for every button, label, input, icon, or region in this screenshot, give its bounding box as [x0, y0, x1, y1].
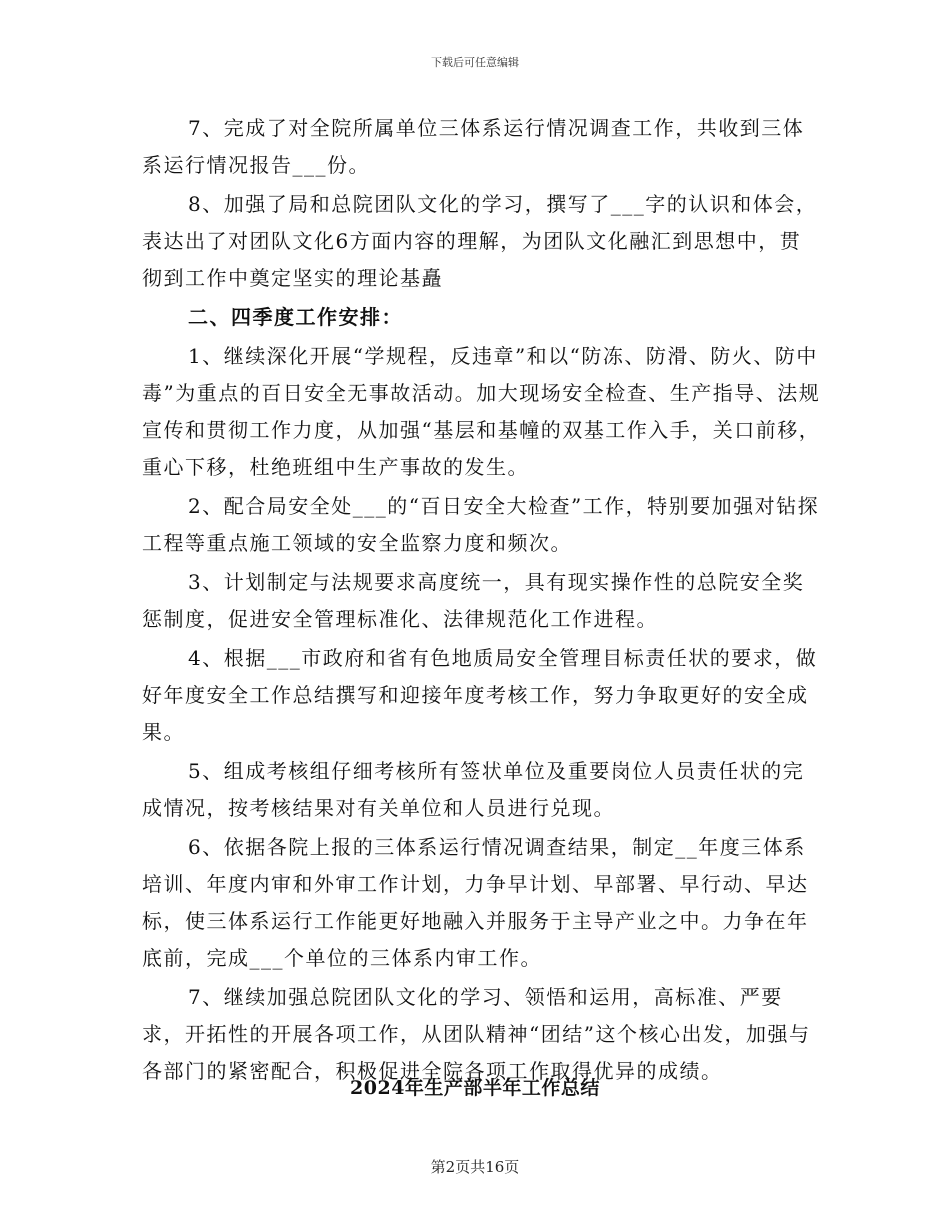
paragraph-plan-7: 7、继续加强总院团队文化的学习、领悟和运用，高标准、严要求，开拓性的开展各项工作，从团队精神“团结”这个核心出发，加强与各部门的紧密配合，积极促进全院各项工作取得优异的成绩。 [142, 985, 811, 1083]
document-title: 2024年生产部半年工作总结 [350, 1077, 600, 1099]
paragraph-plan-5: 5、组成考核组仔细考核所有签状单位及重要岗位人员责任状的完成情况，按考核结果对有关单位和人员进行兑现。 [142, 759, 805, 820]
paragraph-plan-4: 4、根据___市政府和省有色地质局安全管理目标责任状的要求，做好年度安全工作总结撰写和迎接年度考核工作，努力争取更好的安全成果。 [142, 646, 818, 744]
paragraph-plan-1: 1、继续深化开展“学规程，反违章”和以“防冻、防滑、防火、防中毒”为重点的百日安全无事故活动。加大现场安全检查、生产指导、法规宣传和贯彻工作力度，从加强“基层和基幢的双基工作入手，关口前移，重心下移，杜绝班组中生产事故的发生。 [142, 344, 821, 479]
paragraph-plan-3: 3、计划制定与法规要求高度统一，具有现实操作性的总院安全奖惩制度，促进安全管理标准化、法律规范化工作进程。 [142, 570, 805, 631]
page-header: 下载后可任意编辑 [431, 56, 519, 69]
page-number-footer: 第2页共16页 [430, 1158, 520, 1176]
paragraph-plan-6: 6、依据各院上报的三体系运行情况调查结果，制定__年度三体系培训、年度内审和外审工作计划，力争早计划、早部署、早行动、早达标，使三体系运行工作能更好地融入并服务于主导产业之中。力争在年底前，完成___个单位的三体系内审工作。 [142, 835, 809, 970]
paragraph-item-8-summary: 8、加强了局和总院团队文化的学习，撰写了___字的认识和体会，表达出了对团队文化6方面内容的理解，为团队文化融汇到思想中，贯彻到工作中奠定坚实的理论基矗 [142, 192, 818, 290]
section-heading-q4-plan: 二、四季度工作安排： [188, 305, 403, 329]
document-body [142, 110, 822, 1092]
paragraph-item-7-summary: 7、完成了对全院所属单位三体系运行情况调查工作，共收到三体系运行情况报告___份。 [142, 116, 805, 177]
paragraph-plan-2: 2、配合局安全处___的“百日安全大检查”工作，特别要加强对钻探工程等重点施工领域的安全监察力度和频次。 [142, 494, 820, 555]
